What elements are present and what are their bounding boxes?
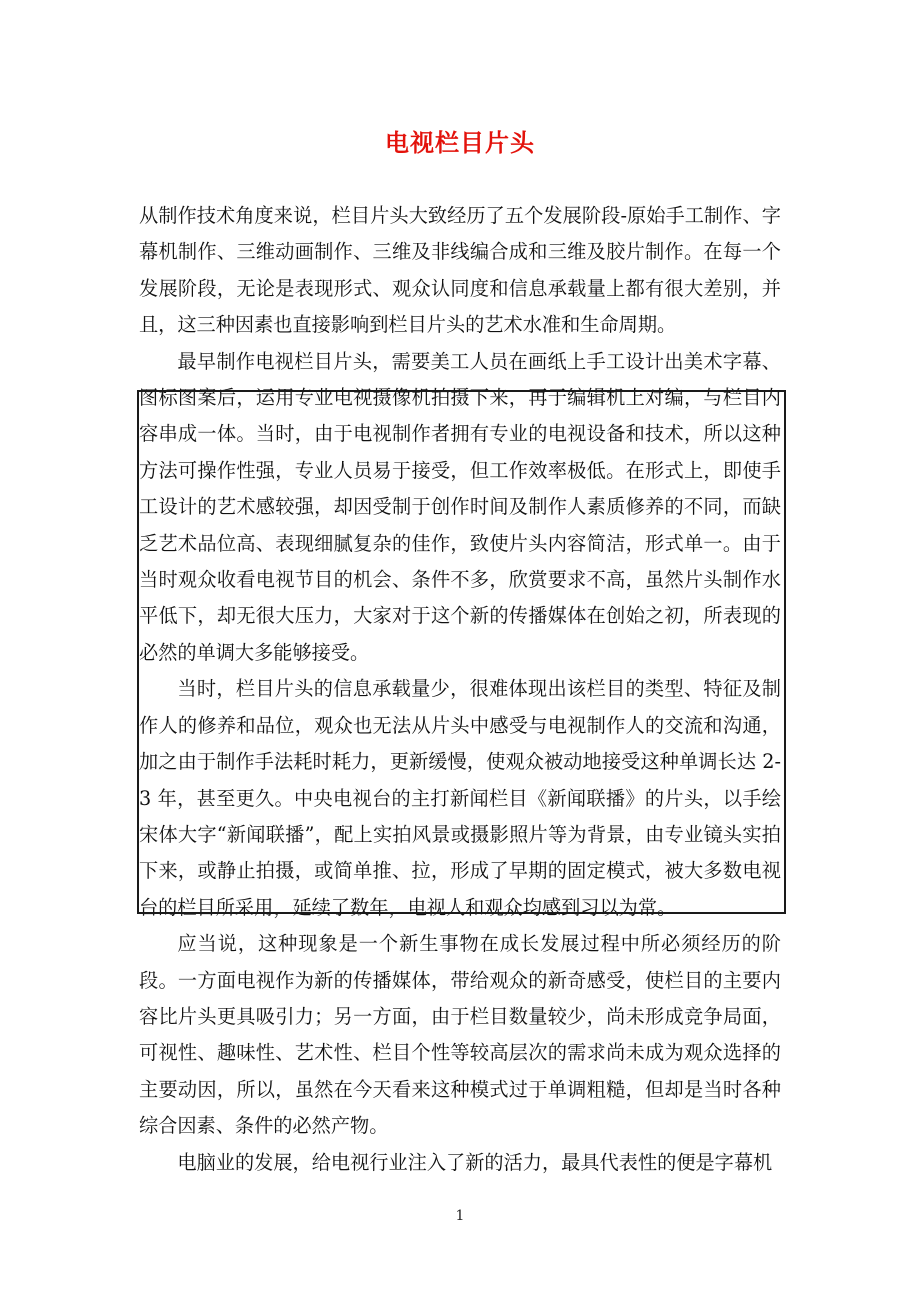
document-title: 电视栏目片头 [385, 128, 535, 157]
paragraph-4: 应当说，这种现象是一个新生事物在成长发展过程中所必须经历的阶段。一方面电视作为新的传播媒体，带给观众的新奇感受，使栏目的主要内容比片头更具吸引力；另一方面，由于栏目数量较少，尚未形成竞争局面，可视性、趣味性、艺术性、栏目个性等较高层次的需求尚未成为观众选择的主要动因，所以，虽然在今天看来这种模式过于单调粗糙，但却是当时各种综合因素、条件的必然产物。 [139, 932, 781, 1138]
page-number: 1 [455, 1208, 465, 1224]
paragraph-1: 从制作技术角度来说，栏目片头大致经历了五个发展阶段-原始手工制作、字幕机制作、三维动画制作、三维及非线编合成和三维及胶片制作。在每一个发展阶段，无论是表现形式、观众认同度和信息承载量上都有很大差别，并且，这三种因素也直接影响到栏目片头的艺术水准和生命周期。 [139, 204, 781, 337]
paragraph-2: 最早制作电视栏目片头，需要美工人员在画纸上手工设计出美术字幕、图标图案后，运用专业电视摄像机拍摄下来，再于编辑机上对编，与栏目内容串成一体。当时，由于电视制作者拥有专业的电视设备和技术，所以这种方法可操作性强，专业人员易于接受，但工作效率极低。在形式上，即使手工设计的艺术感较强，却因受制于创作时间及制作人素质修养的不同，而缺乏艺术品位高、表现细腻复杂的佳作，致使片头内容简洁，形式单一。由于当时观众收看电视节目的机会、条件不多，欣赏要求不高，虽然片头制作水平低下，却无很大压力，大家对于这个新的传播媒体在创始之初，所表现的必然的单调大多能够接受。 [139, 349, 781, 664]
paragraph-3: 当时，栏目片头的信息承载量少，很难体现出该栏目的类型、特征及制作人的修养和品位，观众也无法从片头中感受与电视制作人的交流和沟通，加之由于制作手法耗时耗力，更新缓慢，使观众被动地接受这种单调长达 2-3 年，甚至更久。中央电视台的主打新闻栏目《新闻联播》的片头，以手绘宋体大字“新闻联播”，配上实拍风景或摄影照片等为背景，由专业镜头实拍下来，或静止拍摄，或简单推、拉，形成了早期的固定模式，被大多数电视台的栏目所采用，延续了数年，电视人和观众均感到习以为常。 [139, 677, 781, 919]
document-body [139, 198, 781, 1181]
paragraph-5: 电脑业的发展，给电视行业注入了新的活力，最具代表性的便是字幕机 [177, 1150, 773, 1174]
